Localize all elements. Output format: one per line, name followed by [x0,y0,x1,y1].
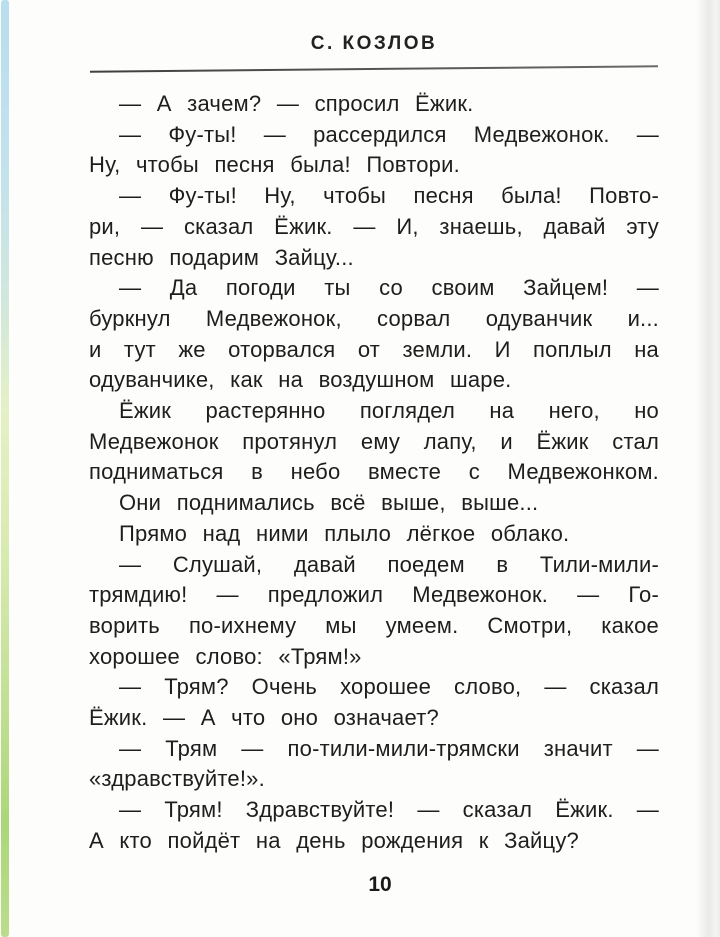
page-edge-shadow [696,0,720,937]
text-line: ри, — сказал Ёжик. — И, знаешь, давай эту [89,213,659,239]
text-line: — Фу-ты! — рассердился Медвежонок. — [119,121,659,147]
text-line: — А зачем? — спросил Ёжик. [119,91,474,116]
text-line: — Фу-ты! Ну, чтобы песня была! Повто- [119,183,659,209]
text-line: «здравствуйте!». [89,766,265,792]
header-rule [90,65,658,72]
text-line: хорошее слово: «Трям!» [89,643,362,669]
text-line: — Да погоди ты со своим Зайцем! — [119,275,659,301]
text-line: Ёжик растерянно поглядел на него, но [119,398,659,424]
text-line: — Трям — по-тили-мили-трямски значит — [119,735,659,761]
text-line: трямдию! — предложил Медвежонок. — Го- [89,582,659,608]
text-line: буркнул Медвежонок, сорвал одуванчик и... [89,305,659,331]
page-edge-color-strip [1,0,9,937]
text-line: А кто пойдёт на день рождения к Зайцу? [89,827,579,853]
text-line: и тут же оторвался от земли. И поплыл на [89,336,659,362]
text-line: — Слушай, давай поедем в Тили-мили- [119,551,659,577]
text-line: Ёжик. — А что оно означает? [89,705,439,731]
story-text [89,89,659,857]
page-number: 10 [368,873,392,896]
text-line: ворить по-ихнему мы умеем. Смотри, какое [89,612,659,638]
text-line: Прямо над ними плыло лёгкое облако. [119,520,570,546]
text-line: одуванчике, как на воздушном шаре. [89,367,512,393]
text-line: — Трям! Здравствуйте! — сказал Ёжик. — [119,797,659,823]
text-line: песню подарим Зайцу... [89,244,354,270]
text-line: Медвежонок протянул ему лапу, и Ёжик стал [89,428,659,454]
text-line: — Трям? Очень хорошее слово, — сказал [119,674,659,700]
text-line: Ну, чтобы песня была! Повтори. [89,152,460,178]
text-line: подниматься в небо вместе с Медвежонком. [89,459,659,485]
running-head-author: С. КОЗЛОВ [310,33,438,54]
text-line: Они поднимались всё выше, выше... [119,490,539,516]
